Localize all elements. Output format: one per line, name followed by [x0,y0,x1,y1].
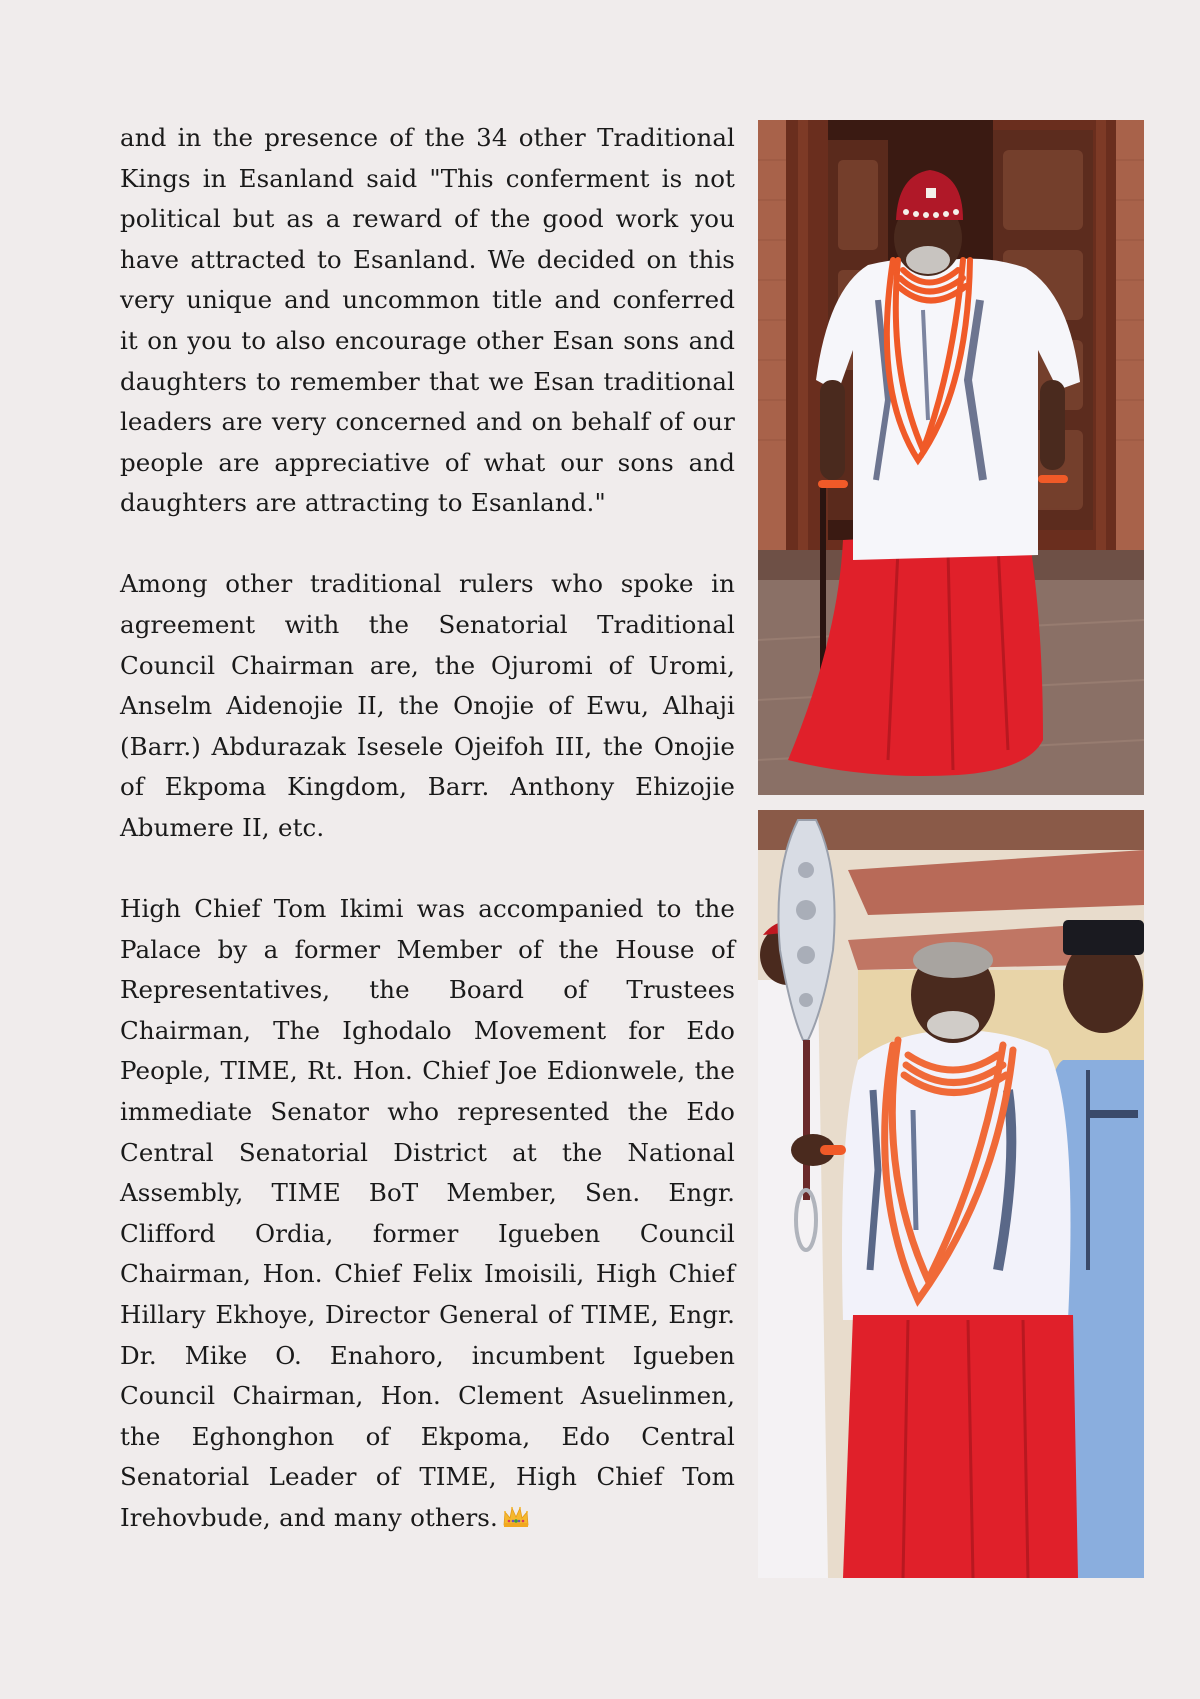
article-text-column [120,118,735,1579]
paragraph-kings-quote: and in the presence of the 34 other Traditional Kings in Esanland said "This conferment is not political but as a reward of the good work you have attracted to Esanland. We decided on this very unique and uncommon title and conferred it on you to also encourage other Esan sons and daughters to remember that we Esan traditional leaders are very concerned and on behalf of our people are appreciative of what our sons and daughters are attracting to Esanland." [120,123,735,518]
paragraph-other-rulers: Among other traditional rulers who spoke in agreement with the Senatorial Traditional Council Chairman are, the Ojuromi of Uromi, Anselm Aidenojie II, the Onojie of Ewu, Alhaji (Barr.) Abdurazak Isesele Ojeifoh III, the Onojie of Ekpoma Kingdom, Barr. Anthony Ehizojie Abumere II, etc. [120,569,735,842]
photo-chief-with-staff [758,810,1144,1578]
photo-chief-at-palace-door [758,120,1144,795]
chief-group-illustration [758,810,1144,1578]
paragraph-accompanied-text: High Chief Tom Ikimi was accompanied to the Palace by a former Member of the House of Representatives, the Board of Trustees Chairman, The Ighodalo Movement for Edo People, TIME, Rt. Hon. Chief Joe Edionwele, the immediate Senator who represented the Edo Central Senatorial District at the National Assembly, TIME BoT Member, Sen. Engr. Clifford Ordia, former Igueben Council Chairman, Hon. Chief Felix Imoisili, High Chief Hillary Ekhoye, Director General of TIME, Engr. Dr. Mike O. Enahoro, incumbent Igueben Council Chairman, Hon. Clement Asuelinmen, the Eghonghon of Ekpoma, Edo Central Senatorial Leader of TIME, High Chief Tom Irehovbude, and many others. [120,894,735,1532]
chief-portrait-illustration [758,120,1144,795]
paragraph-accompanied-by [120,889,735,1539]
crown-emoji-icon [502,1505,530,1529]
